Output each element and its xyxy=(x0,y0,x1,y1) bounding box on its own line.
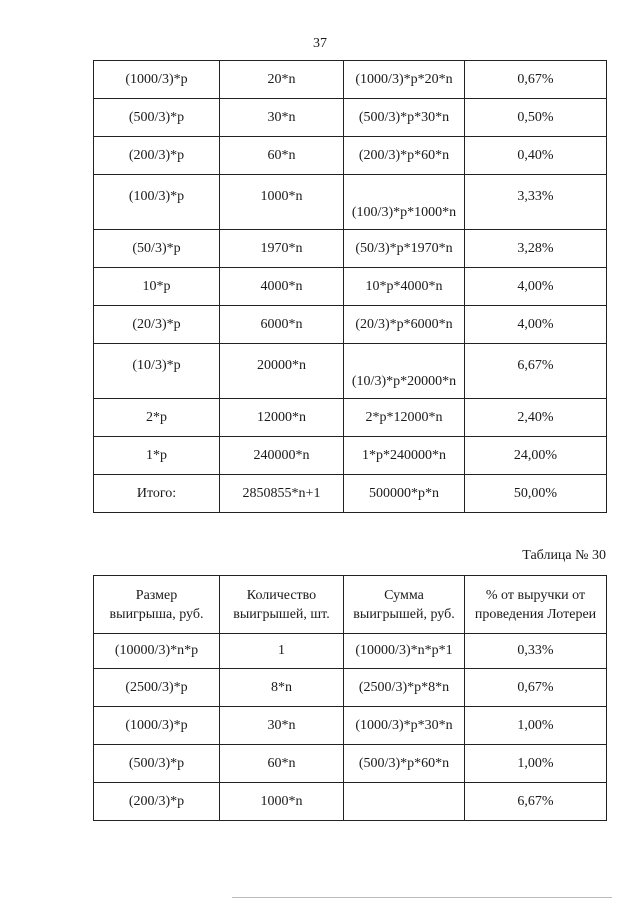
table-cell: 3,33% xyxy=(465,175,607,230)
table-cell: 1000*n xyxy=(220,175,344,230)
table-cell xyxy=(344,783,465,821)
column-header: Количество выигрышей, шт. xyxy=(220,576,344,634)
table-cell: 3,28% xyxy=(465,230,607,268)
table-cell: (2500/3)*р xyxy=(94,669,220,707)
table-row xyxy=(94,707,607,745)
table-cell: (100/3)*р xyxy=(94,175,220,230)
table-cell: 1*р xyxy=(94,437,220,475)
table-cell: 6000*n xyxy=(220,306,344,344)
table-cell: 240000*n xyxy=(220,437,344,475)
table-cell: (200/3)*р*60*n xyxy=(344,137,465,175)
scan-divider xyxy=(232,897,612,898)
table-row xyxy=(94,399,607,437)
table-cell: 1970*n xyxy=(220,230,344,268)
table-row xyxy=(94,137,607,175)
table-row xyxy=(94,669,607,707)
table-cell: (100/3)*р*1000*n xyxy=(344,175,465,230)
table-cell: 10*р*4000*n xyxy=(344,268,465,306)
table-row xyxy=(94,175,607,230)
table-cell: (20/3)*р*6000*n xyxy=(344,306,465,344)
table-cell: (2500/3)*р*8*n xyxy=(344,669,465,707)
table-cell: 0,50% xyxy=(465,99,607,137)
table-row xyxy=(94,230,607,268)
table-row xyxy=(94,99,607,137)
table-cell: 500000*р*n xyxy=(344,475,465,513)
table-cell: 0,67% xyxy=(465,669,607,707)
prize-table-30 xyxy=(93,575,607,821)
table-cell: 30*n xyxy=(220,99,344,137)
table-cell: (20/3)*р xyxy=(94,306,220,344)
table-cell: 4,00% xyxy=(465,306,607,344)
table-row xyxy=(94,745,607,783)
table-cell: (1000/3)*р xyxy=(94,707,220,745)
table-row xyxy=(94,783,607,821)
table-cell: 0,33% xyxy=(465,634,607,669)
table-cell: 2850855*n+1 xyxy=(220,475,344,513)
table-cell: (10/3)*р*20000*n xyxy=(344,344,465,399)
table-cell: Итого: xyxy=(94,475,220,513)
table-row xyxy=(94,268,607,306)
table-row xyxy=(94,61,607,99)
table-cell: 2,40% xyxy=(465,399,607,437)
table-cell: (50/3)*р*1970*n xyxy=(344,230,465,268)
table-cell: 4,00% xyxy=(465,268,607,306)
table-caption: Таблица № 30 xyxy=(522,548,606,563)
table-cell: 4000*n xyxy=(220,268,344,306)
table-cell: (500/3)*р*30*n xyxy=(344,99,465,137)
table-cell: (500/3)*р xyxy=(94,745,220,783)
table-cell: 0,67% xyxy=(465,61,607,99)
table-cell: 6,67% xyxy=(465,344,607,399)
table-cell: 10*р xyxy=(94,268,220,306)
table-row xyxy=(94,344,607,399)
table-cell: (200/3)*р xyxy=(94,137,220,175)
table-cell: (1000/3)*р*20*n xyxy=(344,61,465,99)
table-cell: 2*р*12000*n xyxy=(344,399,465,437)
table-cell: (500/3)*р*60*n xyxy=(344,745,465,783)
table-cell: 1*р*240000*n xyxy=(344,437,465,475)
table-cell: 6,67% xyxy=(465,783,607,821)
column-header: Размер выигрыша, руб. xyxy=(94,576,220,634)
table-cell: 20*n xyxy=(220,61,344,99)
table-cell: 1,00% xyxy=(465,707,607,745)
table-row-total xyxy=(94,475,607,513)
column-header: Сумма выигрышей, руб. xyxy=(344,576,465,634)
table-cell: 12000*n xyxy=(220,399,344,437)
table-row xyxy=(94,306,607,344)
table-cell: (1000/3)*р*30*n xyxy=(344,707,465,745)
table-cell: (10000/3)*n*р*1 xyxy=(344,634,465,669)
table-cell: 60*n xyxy=(220,745,344,783)
table-cell: (10/3)*р xyxy=(94,344,220,399)
table-cell: 50,00% xyxy=(465,475,607,513)
table-cell: 8*n xyxy=(220,669,344,707)
page-number: 37 xyxy=(313,36,327,51)
table-cell: (200/3)*р xyxy=(94,783,220,821)
table-cell: 2*р xyxy=(94,399,220,437)
table-cell: (10000/3)*n*р xyxy=(94,634,220,669)
table-cell: (1000/3)*р xyxy=(94,61,220,99)
table-cell: 1000*n xyxy=(220,783,344,821)
table-row xyxy=(94,437,607,475)
table-cell: 0,40% xyxy=(465,137,607,175)
table-header-row xyxy=(94,576,607,634)
table-cell: (500/3)*р xyxy=(94,99,220,137)
table-cell: 1 xyxy=(220,634,344,669)
table-cell: 24,00% xyxy=(465,437,607,475)
table-cell: 1,00% xyxy=(465,745,607,783)
table-cell: 60*n xyxy=(220,137,344,175)
prize-table-continued xyxy=(93,60,607,513)
table-cell: 30*n xyxy=(220,707,344,745)
column-header: % от выручки от проведения Лотереи xyxy=(465,576,607,634)
table-row xyxy=(94,634,607,669)
table-cell: 20000*n xyxy=(220,344,344,399)
table-cell: (50/3)*р xyxy=(94,230,220,268)
